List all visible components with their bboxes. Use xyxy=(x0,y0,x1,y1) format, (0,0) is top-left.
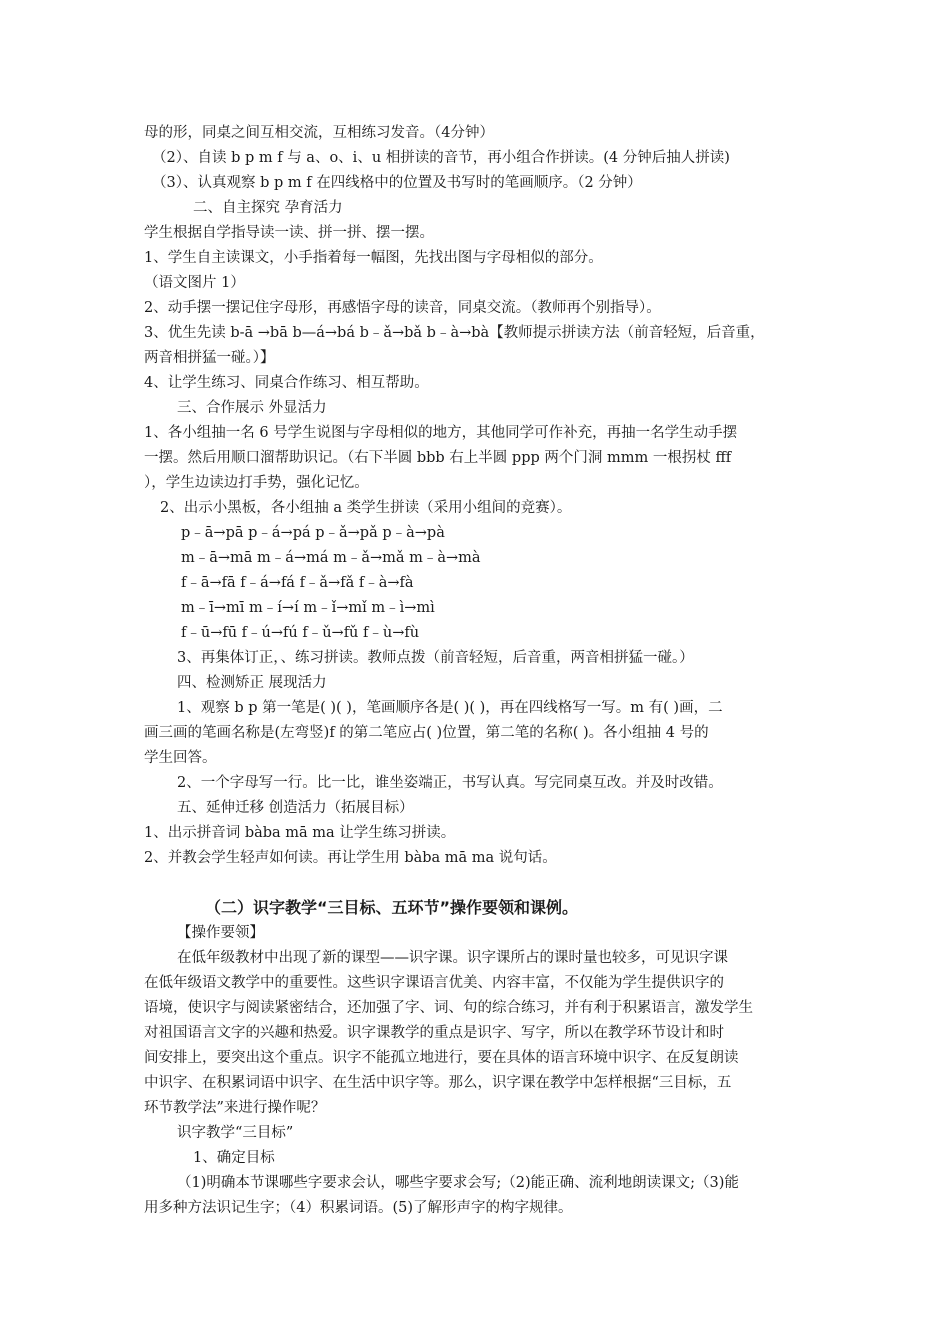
text-line: ），学生边读边打手势，强化记忆。 xyxy=(144,475,369,491)
text-line: 2、一个字母写一行。比一比，谁坐姿端正，书写认真。写完同桌互改。并及时改错。 xyxy=(177,775,723,791)
subsection-label: 【操作要领】 xyxy=(177,925,264,941)
pinyin-line: p﹣ā→pā p﹣á→pá p﹣ǎ→pǎ p﹣à→pà xyxy=(181,525,445,541)
subsection-label: 1、确定目标 xyxy=(193,1150,275,1166)
text-line: 2、动手摆一摆记住字母形，再感悟字母的读音，同桌交流。（教师再个别指导）。 xyxy=(144,300,661,316)
pinyin-line: m﹣ī→mī m﹣í→í m﹣ǐ→mǐ m﹣ì→mì xyxy=(181,600,435,616)
text-line: 4、让学生练习、同桌合作练习、相互帮助。 xyxy=(144,375,429,391)
text-line: 学生回答。 xyxy=(144,750,217,766)
text-line: 3、优生先读 b-ā →bā b—á→bá b﹣ǎ→bǎ b﹣à→bà【教师提示拼读方法（前音轻短，后音重， xyxy=(144,325,765,341)
paragraph-line: 环节教学法”来进行操作呢？ xyxy=(144,1100,326,1116)
text-line: 1、出示拼音词 bàba mā ma 让学生练习拼读。 xyxy=(144,825,456,841)
text-line: 一摆。然后用顺口溜帮助识记。（右下半圆 bbb 右上半圆 ppp 两个门洞 mmm 一根拐杖 fff xyxy=(144,450,732,466)
text-line: 学生根据自学指导读一读、拼一拼、摆一摆。 xyxy=(144,225,434,241)
subsection-label: 识字教学“三目标” xyxy=(177,1125,294,1141)
text-line: （2）、自读 b p m f 与 a、o、i、u 相拼读的音节，再小组合作拼读。(4 分钟后抽人拼读) xyxy=(152,150,730,166)
text-line: 画三画的笔画名称是(左弯竖)f 的第二笔应占( )位置，第二笔的名称( )。各小组抽 4 号的 xyxy=(144,725,709,741)
pinyin-line: f﹣ā→fā f﹣á→fá f﹣ǎ→fǎ f﹣à→fà xyxy=(181,575,414,591)
pinyin-line: m﹣ā→mā m﹣á→má m﹣ǎ→mǎ m﹣à→mà xyxy=(181,550,481,566)
text-line: 2、并教会学生轻声如何读。再让学生用 bàba mā ma 说句话。 xyxy=(144,850,557,866)
paragraph-line: 对祖国语言文字的兴趣和热爱。识字课教学的重点是识字、写字，所以在教学环节设计和时 xyxy=(144,1025,724,1041)
section-heading: 三、合作展示 外显活力 xyxy=(177,400,327,416)
paragraph-line: 在低年级语文教学中的重要性。这些识字课语言优美、内容丰富，不仅能为学生提供识字的 xyxy=(144,975,724,991)
text-line: 母的形，同桌之间互相交流，互相练习发音。（4分钟） xyxy=(144,125,494,141)
text-line: （3）、认真观察 b p m f 在四线格中的位置及书写时的笔画顺序。（2 分钟） xyxy=(152,175,642,191)
section-heading: 五、延伸迁移 创造活力（拓展目标） xyxy=(177,800,414,816)
text-line: 1、观察 b p 第一笔是( )( )，笔画顺序各是( )( )，再在四线格写一写。m 有( )画，二 xyxy=(177,700,723,716)
paragraph-line: 在低年级教材中出现了新的课型——识字课。识字课所占的课时量也较多，可见识字课 xyxy=(177,950,728,966)
chapter-heading: （二）识字教学“三目标、五环节”操作要领和课例。 xyxy=(205,898,579,917)
text-line: 两音相拼猛一碰。）】 xyxy=(144,350,275,366)
section-heading: 四、检测矫正 展现活力 xyxy=(177,675,327,691)
text-line: 3、再集体订正，、练习拼读。教师点拨（前音轻短，后音重，两音相拼猛一碰。） xyxy=(177,650,694,666)
text-line: 1、各小组抽一名 6 号学生说图与字母相似的地方，其他同学可作补充，再抽一名学生动手摆 xyxy=(144,425,738,441)
text-line: （语文图片 1） xyxy=(144,275,245,291)
paragraph-line: 语境，使识字与阅读紧密结合，还加强了字、词、句的综合练习，并有利于积累语言，激发学生 xyxy=(144,1000,753,1016)
text-line: 1、学生自主读课文，小手指着每一幅图，先找出图与字母相似的部分。 xyxy=(144,250,603,266)
paragraph-line: 用多种方法识记生字；（4）积累词语。(5)了解形声字的构字规律。 xyxy=(144,1200,573,1216)
paragraph-line: （1)明确本节课哪些字要求会认，哪些字要求会写;（2)能正确、流利地朗读课文;（3)能 xyxy=(177,1175,739,1191)
text-line: 2、出示小黑板，各小组抽 a 类学生拼读（采用小组间的竞赛）。 xyxy=(160,500,572,516)
pinyin-line: f﹣ū→fū f﹣ú→fú f﹣ǔ→fǔ f﹣ù→fù xyxy=(181,625,420,641)
paragraph-line: 间安排上，要突出这个重点。识字不能孤立地进行，要在具体的语言环境中识字、在反复朗读 xyxy=(144,1050,739,1066)
paragraph-line: 中识字、在积累词语中识字、在生活中识字等。那么，识字课在教学中怎样根据“三目标，五 xyxy=(144,1075,732,1091)
section-heading: 二、自主探究 孕育活力 xyxy=(193,200,343,216)
